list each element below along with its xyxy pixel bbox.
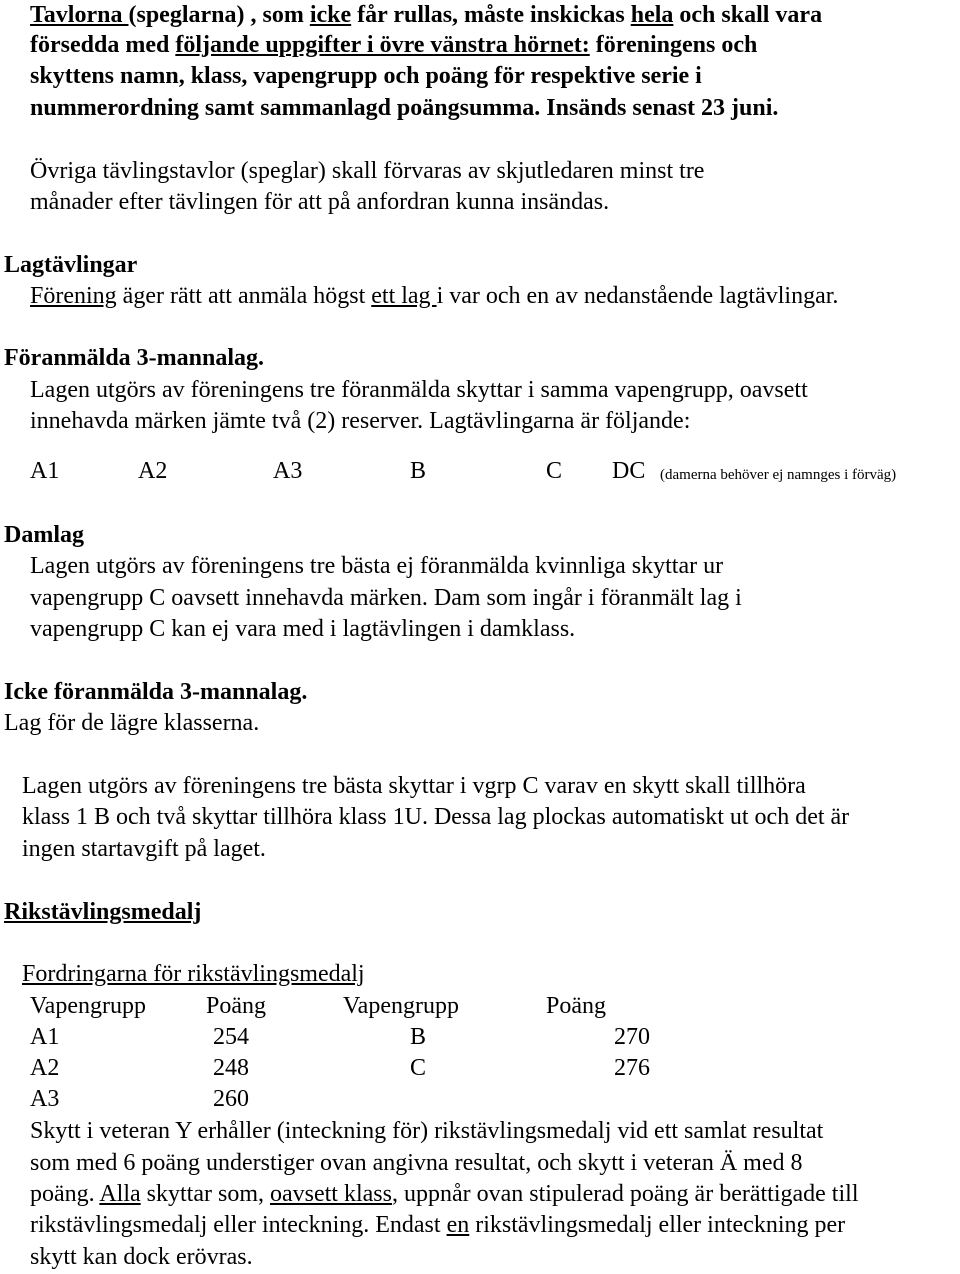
cell-group: A2: [30, 1055, 60, 1081]
class-c: C: [546, 458, 563, 484]
lag-line: [30, 281, 838, 311]
text-span: får rullas, måste inskickas: [351, 2, 631, 28]
ett-lag-word: ett lag: [371, 283, 437, 309]
cell-points: 276: [614, 1055, 650, 1081]
damlag-line-2: vapengrupp C oavsett innehavda märken. Dam som ingår i föranmält lag i: [30, 585, 742, 611]
medalj-heading: Rikstävlingsmedalj: [4, 899, 202, 925]
tavlor-line-4: nummerordning samt sammanlagd poängsumma. Insänds senast 23 juni.: [30, 95, 779, 121]
tavlor-line-3: skyttens namn, klass, vapengrupp och poäng för respektive serie i: [30, 63, 702, 89]
cell-points: 254: [213, 1024, 249, 1050]
header-poang-1: Poäng: [206, 993, 266, 1019]
foranmalda-line-2: innehavda märken jämte två (2) reserver. Lagtävlingarna är följande:: [30, 408, 691, 434]
foljande-phrase: följande uppgifter i övre vänstra hörnet:: [175, 32, 590, 58]
ovriga-line-1: Övriga tävlingstavlor (speglar) skall förvaras av skjutledaren minst tre: [30, 158, 705, 184]
text-span: skyttar som,: [140, 1181, 270, 1207]
cell-group: A3: [30, 1086, 60, 1112]
class-a3: A3: [273, 458, 303, 484]
medalj-line-3: [30, 1179, 858, 1209]
icke-line-1: Lagen utgörs av föreningens tre bästa skyttar i vgrp C varav en skytt skall tillhöra: [22, 773, 806, 799]
class-a1: A1: [30, 458, 60, 484]
hela-word: hela: [630, 2, 674, 28]
icke-line-2: klass 1 B och två skyttar tillhöra klass 1U. Dessa lag plockas automatiskt ut och det är: [22, 804, 850, 830]
icke-sub: Lag för de lägre klasserna.: [4, 710, 260, 736]
tavlor-line-2: [30, 30, 757, 60]
text-span: försedda med: [30, 32, 176, 58]
text-span: poäng.: [30, 1181, 100, 1207]
header-vapengrupp-1: Vapengrupp: [30, 993, 146, 1019]
icke-heading: Icke föranmälda 3-mannalag.: [4, 679, 308, 705]
icke-line-3: ingen startavgift på laget.: [22, 836, 266, 862]
class-dc: DC: [612, 458, 646, 484]
icke-word: icke: [309, 2, 352, 28]
tavlorna-word: Tavlorna: [30, 2, 129, 28]
text-span: rikstävlingsmedalj eller inteckning per: [469, 1212, 846, 1238]
class-b: B: [410, 458, 427, 484]
ovriga-line-2: månader efter tävlingen för att på anfordran kunna insändas.: [30, 189, 610, 215]
lagtavlingar-heading: Lagtävlingar: [4, 252, 138, 278]
text-span: i var och en av nedanstående lagtävlingar.: [436, 283, 839, 309]
cell-points: 248: [213, 1055, 249, 1081]
text-span: , uppnår ovan stipulerad poäng är berättigade till: [391, 1181, 859, 1207]
text-span: och skall vara: [673, 2, 823, 28]
cell-points: 270: [614, 1024, 650, 1050]
forening-word: Förening: [30, 283, 117, 309]
damlag-line-3: vapengrupp C kan ej vara med i lagtävlingen i damklass.: [30, 616, 576, 642]
medalj-line-5: skytt kan dock erövras.: [30, 1244, 253, 1270]
medalj-line-4: [30, 1210, 845, 1240]
header-vapengrupp-2: Vapengrupp: [343, 993, 459, 1019]
damlag-heading: Damlag: [4, 522, 84, 548]
text-span: äger rätt att anmäla högst: [116, 283, 372, 309]
text-span: föreningens och: [589, 32, 758, 58]
tavlor-line-1: [30, 0, 822, 30]
cell-group: C: [410, 1055, 427, 1081]
foranmalda-heading: Föranmälda 3-mannalag.: [4, 345, 265, 371]
class-a2: A2: [138, 458, 168, 484]
text-span: (speglarna) , som: [128, 2, 310, 28]
damlag-line-1: Lagen utgörs av föreningens tre bästa ej föranmälda kvinnliga skyttar ur: [30, 553, 724, 579]
medalj-line-1: Skytt i veteran Y erhåller (inteckning för) rikstävlingsmedalj vid ett samlat resultat: [30, 1118, 824, 1144]
alla-word: Alla: [99, 1181, 141, 1207]
cell-group: B: [410, 1024, 427, 1050]
en-word: en: [446, 1212, 470, 1238]
cell-group: A1: [30, 1024, 60, 1050]
text-span: rikstävlingsmedalj eller inteckning. Endast: [30, 1212, 447, 1238]
fordringar-heading: Fordringarna för rikstävlingsmedalj: [22, 961, 365, 987]
foranmalda-line-1: Lagen utgörs av föreningens tre föranmälda skyttar i samma vapengrupp, oavsett: [30, 377, 808, 403]
header-poang-2: Poäng: [546, 993, 606, 1019]
damer-note: (damerna behöver ej namnges i förväg): [660, 467, 897, 483]
oavsett-klass-phrase: oavsett klass: [269, 1181, 392, 1207]
cell-points: 260: [213, 1086, 249, 1112]
medalj-line-2: som med 6 poäng understiger ovan angivna resultat, och skytt i veteran Ä med 8: [30, 1150, 803, 1176]
